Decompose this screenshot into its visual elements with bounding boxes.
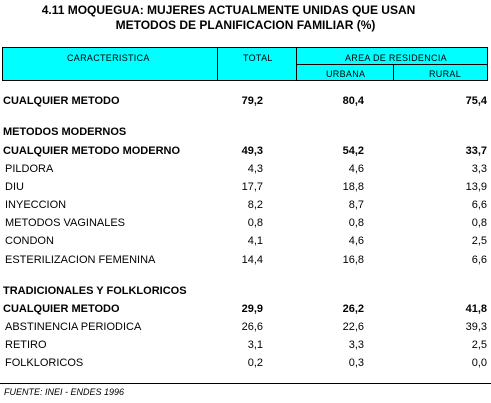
header-caracteristica: CARACTERISTICA [67,53,150,63]
table-row [0,303,491,321]
cell-total: 29,9 [241,303,263,315]
cell-rural: 2,5 [471,235,487,247]
row-label: ESTERILIZACION FEMENINA [5,254,156,266]
cell-rural: 41,8 [465,303,487,315]
cell-urbana: 8,7 [348,199,364,211]
source-note: FUENTE: INEI - ENDES 1996 [4,387,125,397]
cell-urbana: 0,8 [348,217,364,229]
row-label: CONDON [5,235,54,247]
row-label: CUALQUIER METODO [3,95,120,107]
table-row [0,199,491,217]
cell-rural: 39,3 [465,321,487,333]
table-row [0,254,491,272]
cell-total: 14,4 [241,254,263,266]
row-label: METODOS VAGINALES [5,217,126,229]
cell-total: 49,3 [241,145,263,157]
header-divider [217,48,218,80]
cell-urbana: 4,6 [348,163,364,175]
header-divider [393,64,394,80]
cell-total: 4,1 [247,235,263,247]
title-line-2: METODOS DE PLANIFICACION FAMILIAR (%) [115,18,376,32]
table-row [0,163,491,181]
cell-urbana: 80,4 [342,95,364,107]
footer-rule [0,383,491,384]
row-label: DIU [5,181,24,193]
table-row [0,126,491,144]
row-label: CUALQUIER METODO [3,303,120,315]
cell-total: 8,2 [247,199,263,211]
cell-rural: 6,6 [471,254,487,266]
cell-total: 3,1 [247,339,263,351]
row-label: TRADICIONALES Y FOLKLORICOS [3,285,187,297]
cell-urbana: 22,6 [342,321,364,333]
cell-urbana: 26,2 [342,303,364,315]
cell-urbana: 0,3 [348,357,364,369]
row-label: RETIRO [5,339,47,351]
row-label: CUALQUIER METODO MODERNO [3,145,181,157]
cell-rural: 33,7 [465,145,487,157]
table-header [2,47,488,81]
cell-urbana: 16,8 [342,254,364,266]
row-label: ABSTINENCIA PERIODICA [5,321,142,333]
table-row [0,145,491,163]
table-row [0,181,491,199]
cell-rural: 0,0 [471,357,487,369]
cell-urbana: 18,8 [342,181,364,193]
table-row [0,339,491,357]
row-label: FOLKLORICOS [5,357,84,369]
cell-rural: 3,3 [471,163,487,175]
cell-total: 4,3 [247,163,263,175]
cell-urbana: 54,2 [342,145,364,157]
cell-rural: 2,5 [471,339,487,351]
table-title [0,3,491,33]
cell-rural: 0,8 [471,217,487,229]
header-urbana: URBANA [326,69,366,79]
cell-total: 26,6 [241,321,263,333]
cell-total: 0,8 [247,217,263,229]
row-label: METODOS MODERNOS [3,126,127,138]
header-rural: RURAL [429,69,462,79]
table-row [0,217,491,235]
cell-rural: 13,9 [465,181,487,193]
table-row [0,321,491,339]
cell-total: 79,2 [241,95,263,107]
table-row [0,285,491,303]
cell-urbana: 3,3 [348,339,364,351]
cell-rural: 75,4 [465,95,487,107]
cell-total: 17,7 [241,181,263,193]
title-line-1: 4.11 MOQUEGUA: MUJERES ACTUALMENTE UNIDAS QUE USAN [41,3,416,17]
table-row [0,95,491,113]
row-label: INYECCION [5,199,67,211]
header-total: TOTAL [243,53,273,63]
cell-rural: 6,6 [471,199,487,211]
table-row [0,235,491,253]
cell-total: 0,2 [247,357,263,369]
header-area: AREA DE RESIDENCIA [345,53,447,63]
header-divider [296,64,487,65]
table-row [0,357,491,375]
row-label: PILDORA [5,163,54,175]
cell-urbana: 4,6 [348,235,364,247]
